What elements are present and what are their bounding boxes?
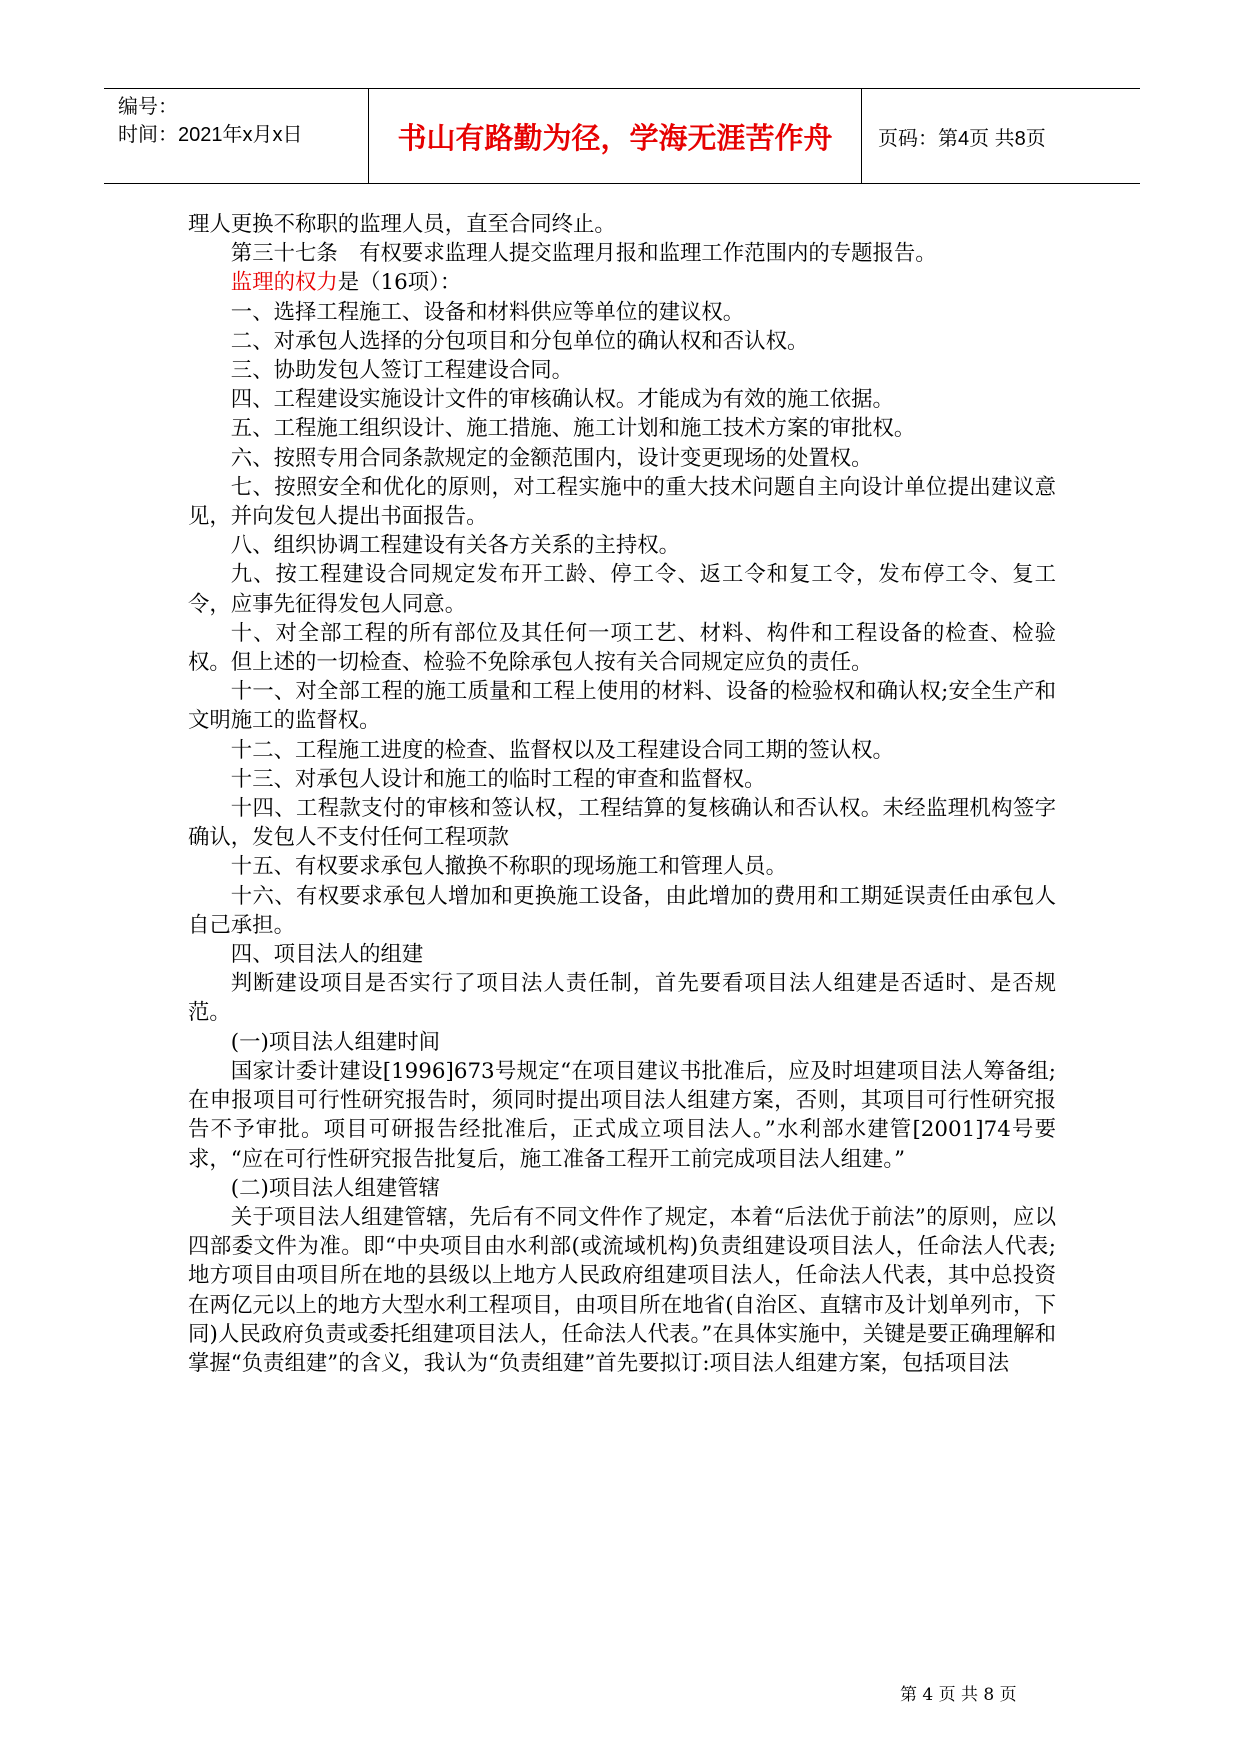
paragraph: 理人更换不称职的监理人员，直至合同终止。 [188, 212, 616, 237]
list-item: 二、对承包人选择的分包项目和分包单位的确认权和否认权。 [230, 328, 809, 354]
header-divider-left [368, 89, 369, 183]
header-meta [118, 93, 368, 179]
paragraph: 国家计委计建设[1996]673号规定“在项目建议书批准后，应及时坦建项目法人筹备组;在申报项目可行性研究报告时，须同时提出项目法人组建方案，否则，其项目可行性研究报告不予审批。项目可研报告经批准后，正式成立项目法人。”水利部水建管[2001]74号要求，“应在可行性研究报告批复后，施工准备工程开工前完成项目法人组建。” [188, 1058, 1056, 1172]
page-footer: 第 4 页 共 8 页 [900, 1685, 1017, 1705]
paragraph-text: 是（16项）： [337, 270, 462, 296]
document-number-label: 编号： [118, 96, 178, 118]
list-item: 十三、对承包人设计和施工的临时工程的审查和监督权。 [230, 766, 766, 792]
list-item: 十六、有权要求承包人增加和更换施工设备，由此增加的费用和工期延误责任由承包人自己承担。 [188, 883, 1056, 938]
list-item: 八、组织协调工程建设有关各方关系的主持权。 [230, 533, 681, 559]
list-item: 十二、工程施工进度的检查、监督权以及工程建设合同工期的签认权。 [230, 737, 894, 763]
list-item: 六、按照专用合同条款规定的金额范围内，设计变更现场的处置权。 [230, 445, 873, 471]
subsection-heading: (一)项目法人组建时间 [230, 1029, 441, 1055]
paragraph: 关于项目法人组建管辖，先后有不同文件作了规定，本着“后法优于前法”的原则，应以四部委文件为准。即“中央项目由水利部(或流域机构)负责组建设项目法人，任命法人代表;地方项目由项目所在地的县级以上地方人民政府组建项目法人，任命法人代表，其中总投资在两亿元以上的地方大型水利工程项目，由项目所在地省(自治区、直辖市及计划单列市，下同)人民政府负责或委托组建项目法人，任命法人代表。”在具体实施中，关键是要正确理解和掌握“负责组建”的含义，我认为“负责组建”首先要拟订:项目法人组建方案，包括项目法 [188, 1204, 1056, 1376]
paragraph-powers-heading [188, 268, 1056, 297]
list-item: 三、协助发包人签订工程建设合同。 [230, 358, 574, 384]
subsection-heading: (二)项目法人组建管辖 [230, 1175, 441, 1201]
header-divider-right [861, 89, 862, 183]
header-motto: 书山有路勤为径，学海无涯苦作舟 [397, 120, 833, 155]
list-item: 四、工程建设实施设计文件的审核确认权。才能成为有效的施工依据。 [230, 387, 894, 413]
paragraph: 第三十七条 有权要求监理人提交监理月报和监理工作范围内的专题报告。 [230, 241, 937, 267]
header-page-number: 页码：第4页 共8页 [878, 127, 1046, 150]
section-heading: 四、项目法人的组建 [230, 942, 424, 968]
list-item: 九、按工程建设合同规定发布开工龄、停工令、返工令和复工令，发布停工令、复工令，应事先征得发包人同意。 [188, 562, 1056, 617]
list-item: 一、选择工程施工、设备和材料供应等单位的建议权。 [230, 299, 745, 325]
document-time-label: 时间：2021年x月x日 [118, 124, 303, 146]
paragraph: 判断建设项目是否实行了项目法人责任制，首先要看项目法人组建是否适时、是否规范。 [188, 971, 1056, 1026]
page-header [104, 88, 1140, 184]
list-item: 十五、有权要求承包人撤换不称职的现场施工和管理人员。 [230, 854, 787, 880]
list-item: 十四、工程款支付的审核和签认权，工程结算的复核确认和否认权。未经监理机构签字确认，发包人不支付任何工程项款 [188, 796, 1056, 851]
highlighted-term: 监理的权力 [230, 270, 338, 296]
list-item: 十、对全部工程的所有部位及其任何一项工艺、材料、构件和工程设备的检查、检验权。但上述的一切检查、检验不免除承包人按有关合同规定应负的责任。 [188, 620, 1056, 676]
list-item: 五、工程施工组织设计、施工措施、施工计划和施工技术方案的审批权。 [230, 416, 916, 442]
list-item: 七、按照安全和优化的原则，对工程实施中的重大技术问题自主向设计单位提出建议意见，并向发包人提出书面报告。 [188, 474, 1056, 530]
list-item: 十一、对全部工程的施工质量和工程上使用的材料、设备的检验权和确认权;安全生产和文明施工的监督权。 [188, 679, 1056, 734]
document-body [188, 210, 1056, 1378]
